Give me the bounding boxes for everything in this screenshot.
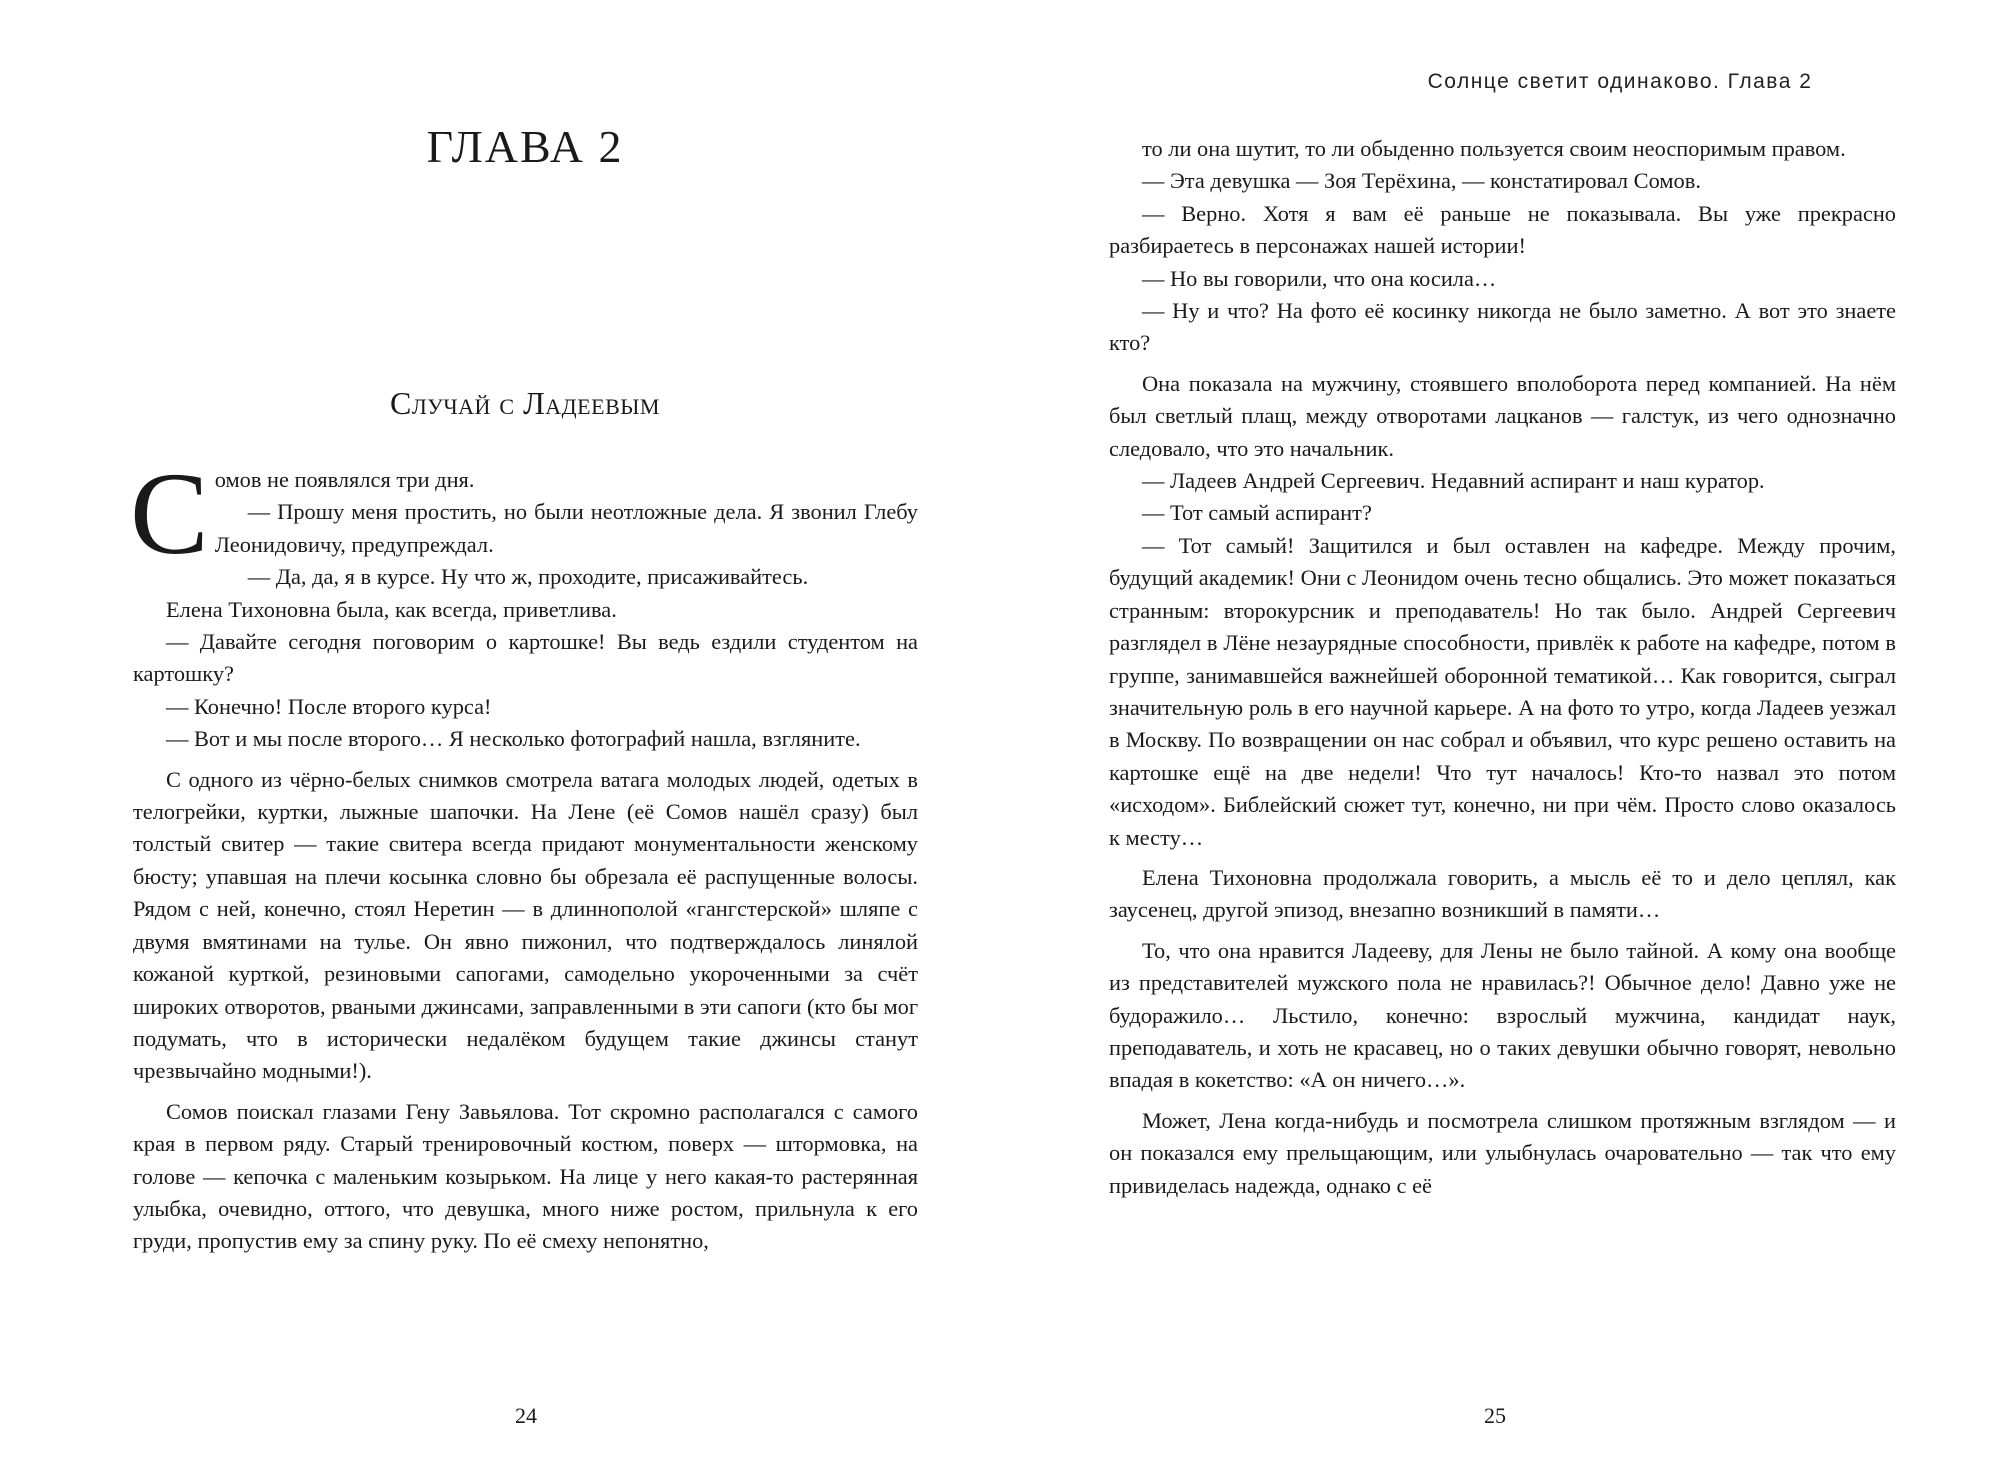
paragraph: — Давайте сегодня поговорим о картошке! Вы ведь ездили студентом на картошку? (133, 629, 918, 687)
paragraph: — Да, да, я в курсе. Ну что ж, проходите, присаживайтесь. (247, 564, 809, 590)
paragraph: С одного из чёрно-белых снимков смотрела ватага молодых людей, одетых в телогрейки, куртки, лыжные шапочки. На Лене (её Сомов нашёл сразу) был толстый свитер — такие свитера всегда придают монументальности женскому бюсту; упавшая на плечи косынка словно бы обрезала её распущенные волосы. Рядом с ней, конечно, стоял Неретин — в длиннополой «гангстерской» шляпе с двумя вмятинами на тулье. Он явно пижонил, что подтверждалось линялой кожаной курткой, резиновыми сапогами, самодельно укороченными за счёт широких отворотов, рваными джинсами, заправленными в эти сапоги (кто бы мог подумать, что в исторически недалёком будущем такие джинсы станут чрезвычайно модными!). (133, 766, 918, 1084)
paragraph: то ли она шутит, то ли обыденно пользуется своим неоспоримым правом. (1142, 136, 1846, 161)
paragraph: Может, Лена когда-нибудь и посмотрела слишком протяжным взглядом — и он показался ему прельщающим, или улыбнулась очаровательно — так что ему привиделась надежда, однако с её (1109, 1107, 1896, 1198)
paragraph: Елена Тихоновна была, как всегда, приветлива. (166, 596, 617, 622)
chapter-title: ГЛАВА 2 (426, 121, 624, 172)
section-title: Случай с Ладеевым (390, 385, 660, 421)
paragraph: — Ну и что? На фото её косинку никогда не было заметно. А вот это знаете кто? (1109, 298, 1896, 356)
page-number: 25 (1484, 1403, 1506, 1428)
right-page (1000, 0, 2000, 1476)
paragraph: — Но вы говорили, что она косила… (1142, 265, 1497, 291)
paragraph: — Ладеев Андрей Сергеевич. Недавний аспирант и наш куратор. (1142, 468, 1765, 494)
opening-text: омов не появлялся три дня. (214, 467, 475, 492)
paragraph: — Верно. Хотя я вам её раньше не показывала. Вы уже прекрасно разбираетесь в персонажах нашей истории! (1109, 200, 1896, 259)
paragraph: Сомов поискал глазами Гену Завьялова. Тот скромно располагался с самого края в первом ряду. Старый тренировочный костюм, поверх — штормовка, на голове — кепочка с маленьким козырьком. На лице у него какая-то растерянная улыбка, очевидно, оттого, что девушка, много ниже ростом, прильнула к его груди, пропустив ему за спину руку. По её смеху непонятно, (133, 1098, 918, 1254)
right-page-text (1109, 133, 1896, 1202)
paragraph: — Прошу меня простить, но были неотложные дела. Я звонил Глебу Леонидовичу, предупреждал. (214, 499, 918, 557)
paragraph: — Эта девушка — Зоя Терёхина, — констатировал Сомов. (1142, 168, 1701, 194)
drop-cap: С (130, 448, 209, 579)
running-header: Солнце светит одинаково. Глава 2 (1427, 70, 1813, 93)
paragraph: Она показала на мужчину, стоявшего вполоборота перед компанией. На нём был светлый плащ, между отворотами лацканов — галстук, из чего однозначно следовало, что это начальник. (1109, 370, 1896, 461)
paragraph: Елена Тихоновна продолжала говорить, а мысль её то и дело цеплял, как заусенец, другой эпизод, внезапно возникший в памяти… (1109, 864, 1896, 923)
page-number: 24 (515, 1403, 537, 1428)
paragraph: То, что она нравится Ладееву, для Лены не было тайной. А кому она вообще из представителей мужского пола не нравилась?! Обычное дело! Давно уже не будоражило… Льстило, конечно: взрослый мужчина, кандидат наук, преподаватель, и хоть не красавец, но о таких девушки обычно говорят, невольно впадая в кокетство: «А он ничего…». (1109, 937, 1896, 1093)
paragraph: — Конечно! После второго курса! (166, 693, 492, 719)
paragraph: — Тот самый! Защитился и был оставлен на кафедре. Между прочим, будущий академик! Они с Леонидом очень тесно общались. Это может показаться странным: второкурсник и преподаватель! Но так было. Андрей Сергеевич разглядел в Лёне незаурядные способности, привлёк к работе на кафедре, потом в группе, занимавшейся важнейшей оборонной тематикой… Как говорится, сыграл значительную роль в его научной карьере. А на фото то утро, когда Ладеев уезжал в Москву. По возвращении он нас собрал и объявил, что курс решено оставить на картошке ещё на две недели! Что тут началось! Кто-то назвал это потом «исходом». Библейский сюжет тут, конечно, ни при чём. Просто слово оказалось к месту… (1109, 532, 1896, 850)
paragraph: — Тот самый аспирант? (1142, 500, 1372, 526)
paragraph: — Вот и мы после второго… Я несколько фотографий нашла, взгляните. (166, 726, 861, 752)
left-page-text (130, 448, 918, 1258)
